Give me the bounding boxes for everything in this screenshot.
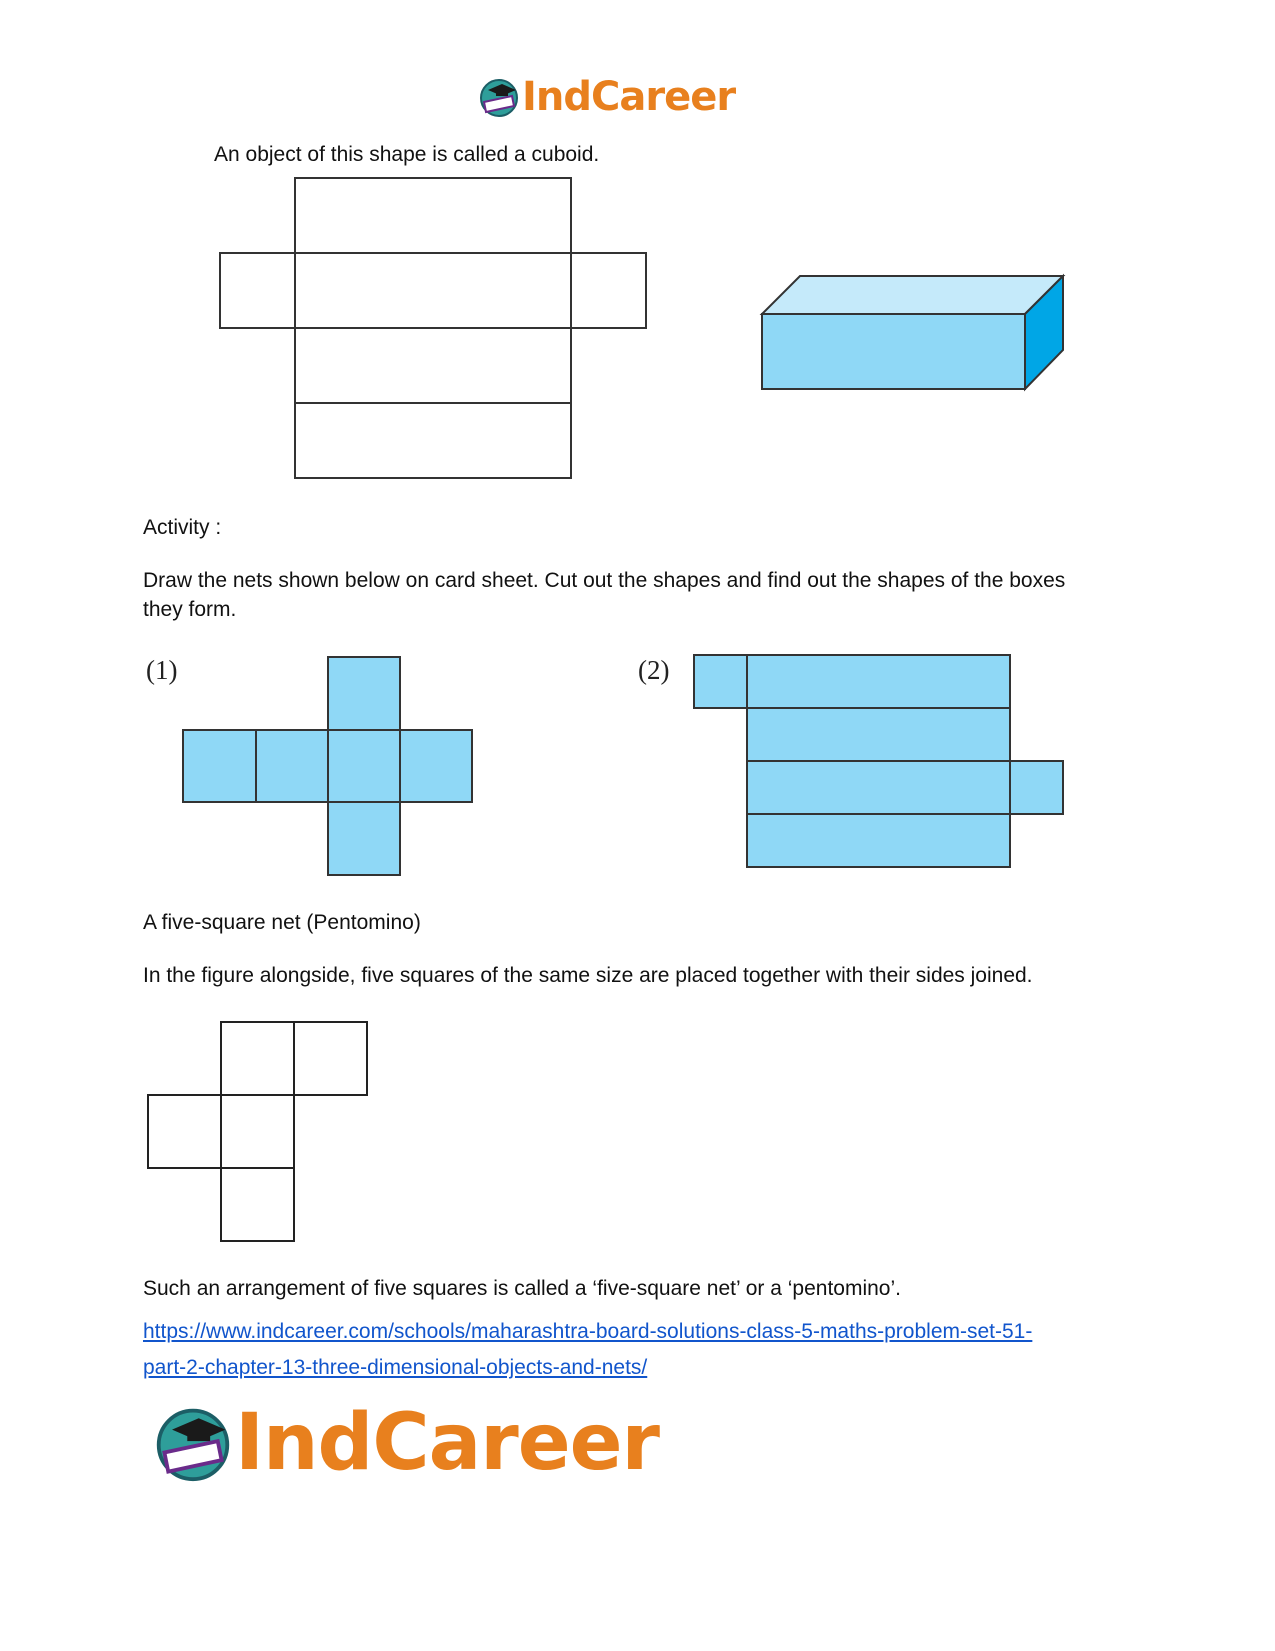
cuboid-caption: An object of this shape is called a cuboid. — [214, 143, 600, 166]
footer-logo — [153, 1398, 659, 1488]
cuboid-net-right-face — [571, 253, 646, 328]
net-2-figure — [693, 654, 1068, 874]
pentomino-square-1 — [221, 1022, 294, 1095]
net-1-top-square — [328, 657, 400, 730]
net-2-right-square — [1010, 761, 1063, 814]
cuboid-net-bottom-face — [295, 328, 571, 403]
cuboid-net-back-face — [295, 403, 571, 478]
net-1-square-3 — [328, 730, 400, 802]
graduation-cap-book-globe-icon — [153, 1403, 233, 1483]
footer-logo-text: IndCareer — [235, 1398, 659, 1488]
pentomino-figure — [147, 1021, 372, 1246]
net-1-square-1 — [183, 730, 256, 802]
cuboid-net-left-face — [220, 253, 295, 328]
graduation-cap-book-globe-icon — [478, 76, 520, 118]
net-2-label: (2) — [638, 655, 670, 685]
cuboid-top-face — [762, 276, 1063, 314]
cuboid-net-figure — [219, 177, 649, 482]
net-2-rect-1 — [747, 655, 1010, 708]
pentomino-description: In the figure alongside, five squares of the same size are placed together with their sides joined. — [143, 964, 1033, 987]
net-1-label: (1) — [146, 655, 178, 685]
cuboid-net-top-face — [295, 178, 571, 253]
net-2-left-square — [694, 655, 747, 708]
activity-instruction: Draw the nets shown below on card sheet. Cut out the shapes and find out the shapes of the boxes they form. — [143, 569, 1066, 621]
net-2-rect-2 — [747, 708, 1010, 761]
pentomino-square-4 — [221, 1095, 294, 1168]
net-1-bottom-square — [328, 802, 400, 875]
activity-heading: Activity : — [143, 516, 222, 539]
net-1-square-4 — [400, 730, 472, 802]
cuboid-3d-figure — [761, 274, 1066, 394]
net-2-rect-3 — [747, 761, 1010, 814]
pentomino-definition: Such an arrangement of five squares is called a ‘five-square net’ or a ‘pentomino’. — [143, 1277, 901, 1300]
net-1-figure — [182, 655, 477, 880]
pentomino-square-5 — [221, 1168, 294, 1241]
cuboid-net-front-face — [295, 253, 571, 328]
pentomino-square-2 — [294, 1022, 367, 1095]
header-logo — [478, 74, 735, 120]
net-2-rect-4 — [747, 814, 1010, 867]
pentomino-square-3 — [148, 1095, 221, 1168]
net-1-square-2 — [256, 730, 328, 802]
source-link-line-1[interactable]: https://www.indcareer.com/schools/maharashtra-board-solutions-class-5-maths-problem-set-51- — [143, 1320, 1033, 1343]
source-link-line-2[interactable]: part-2-chapter-13-three-dimensional-objects-and-nets/ — [143, 1356, 648, 1379]
pentomino-heading: A five-square net (Pentomino) — [143, 911, 421, 934]
header-logo-text: IndCareer — [522, 74, 736, 120]
cuboid-front-face — [762, 314, 1025, 389]
source-link[interactable] — [143, 1314, 1032, 1386]
